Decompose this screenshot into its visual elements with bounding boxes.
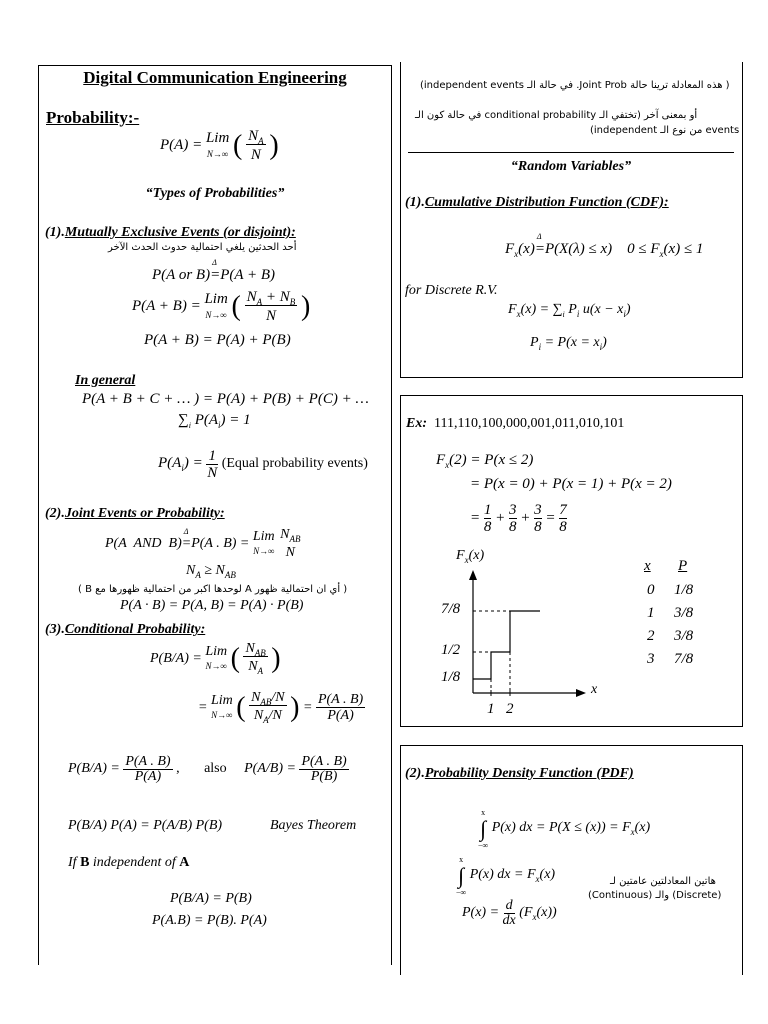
types-heading: “Types of Probabilities” <box>145 186 285 201</box>
section-divider <box>408 152 734 153</box>
equation-conditional-limit: P(B/A) = Lim N→∞ ( $N_{AB}$ $N_A$ ) <box>150 641 281 676</box>
cdf-step-line <box>473 611 540 679</box>
discrete-rv-label: for Discrete R.V. <box>405 283 498 298</box>
equation-equal-probability: $P(A_i) = 1$ N (Equal probability events) <box>158 448 368 481</box>
also-word: also <box>204 761 227 777</box>
equation-joint-product: P(A · B) = P(A, B) = P(A) · P(B) <box>120 598 304 613</box>
pdf-eq-3: P(x) = d dx $(F_x(x))$ <box>462 898 557 929</box>
equation-joint: P(A AND B)= Δ P(A . B) = Lim N→∞ $N_{AB}$ N <box>105 526 301 560</box>
conditional-vanishes-arabic-note-1: أو بمعنى آخر (تختفي الـ conditional probability في حالة كون الـ <box>415 110 698 121</box>
graph-y-axis-arrow <box>469 570 477 580</box>
graph-y-label: $F_x(x)$ <box>456 548 485 565</box>
graph-x-label: x <box>591 682 598 697</box>
equation-discrete-cdf: $F_x(x) = \sum_i$ $P_i$ $u(x - x_i)$ <box>508 302 631 319</box>
equation-sum-equals-one: $\sum_i$ $P(A_i) = 1$ <box>178 412 251 430</box>
table-row-0-x: 0 <box>647 582 655 598</box>
table-row-3-x: 3 <box>647 651 655 667</box>
table-row-3-p: 7/8 <box>674 651 694 667</box>
pdf-label: (2).Probability Density Function (PDF) <box>405 766 634 781</box>
equation-bayes: P(B/A) P(A) = P(A/B) P(B) <box>68 818 223 833</box>
mutually-exclusive-label: (1).Mutually Exclusive Events (or disjoint): <box>45 225 296 240</box>
example-label: Ex: <box>406 416 427 431</box>
equation-probability-definition: P(A) = Lim N→∞ ( $N_A$ N ) <box>160 128 279 163</box>
equation-independent-product: P(A.B) = P(B). P(A) <box>152 913 267 928</box>
graph-y-tick-7-8: 7/8 <box>441 601 461 617</box>
equation-discrete-pi: $P_i = P(x = x_i)$ <box>530 335 607 352</box>
equation-na-ge-nab: $N_A \ge N_{AB}$ <box>186 563 236 580</box>
example-eq-1: $F_x(2) = P(x \le 2)$ <box>436 452 534 470</box>
conditional-probability-label: (3).Conditional Probability: <box>45 622 206 637</box>
equation-conditional-pair: P(B/A) = P(A . B) P(A) , also P(A/B) = P(A . B) P(B) <box>68 754 347 785</box>
random-variables-heading: “Random Variables” <box>510 159 632 174</box>
joint-independent-arabic-note: ( هذه المعادلة ترينا حالة Joint Prob. في حالة الـ independent events) <box>420 80 730 91</box>
graph-y-tick-1-2: 1/2 <box>441 642 461 658</box>
joint-arabic-note: ( أي ان احتمالية ظهور A لوحدها اكبر من احتمالية ظهورها مع B ) <box>78 584 348 595</box>
equation-conditional-ratio: = Lim N→∞ ( $N_{AB}/N$ $N_A/N$ ) = P(A . B) P(A) <box>198 690 364 725</box>
graph-x-tick-label-2: 2 <box>506 701 514 717</box>
example-sequence: 111,110,100,000,001,011,010,101 <box>434 416 625 431</box>
cdf-label: (1).Cumulative Distribution Function (CDF): <box>405 195 669 210</box>
equation-sum-limit: P(A + B) = Lim N→∞ ( $N_A + N_B$ N ) <box>132 289 311 324</box>
bayes-theorem-label: Bayes Theorem <box>270 818 357 833</box>
example-eq-3: = 1 8 + 3 8 + 3 8 = 7 8 <box>470 502 567 535</box>
example-line <box>406 416 624 432</box>
pdf-arabic-note-1: هاتين المعادلتين عامتين لـ <box>610 876 716 887</box>
equal-probability-note: (Equal probability events) <box>221 456 368 472</box>
pdf-eq-2: x ∫ −∞ P(x) dx = $F_x(x)$ <box>456 855 556 898</box>
table-header-p: P <box>678 558 688 574</box>
page-title: Digital Communication Engineering <box>83 68 347 87</box>
graph-y-tick-1-8: 1/8 <box>441 669 461 685</box>
equation-general-sum: P(A + B + C + … ) = P(A) + P(B) + P(C) + … <box>82 391 369 407</box>
conditional-vanishes-arabic-note-2: events من نوع الـ independent) <box>590 125 740 136</box>
table-header-x: x <box>644 558 651 574</box>
table-row-1-x: 1 <box>647 605 655 621</box>
equation-cdf: $F_x(x)=$ Δ P(X(λ) ≤ x) $0 \le F_x(x) \le 1$ <box>505 232 704 259</box>
independence-condition: If B independent of A <box>68 855 190 870</box>
mutually-exclusive-arabic-note: أحد الحدثين يلغي احتمالية حدوث الحدث الآخر <box>108 242 297 253</box>
section-heading-probability: Probability:- <box>46 108 140 127</box>
pdf-arabic-note-2: (Discrete) والـ (Continuous) <box>588 890 722 901</box>
graph-x-axis-arrow <box>576 689 586 697</box>
table-row-2-x: 2 <box>647 628 655 644</box>
table-row-0-p: 1/8 <box>674 582 694 598</box>
example-eq-2: = P(x = 0) + P(x = 1) + P(x = 2) <box>470 476 672 492</box>
table-row-2-p: 3/8 <box>674 628 694 644</box>
pdf-eq-1: x ∫ −∞ P(x) dx = $P(X \le (x)) = F_x(x)$ <box>478 808 651 851</box>
table-row-1-p: 3/8 <box>674 605 694 621</box>
joint-events-label: (2).Joint Events or Probability: <box>45 506 225 521</box>
equation-sum-rule: P(A + B) = P(A) + P(B) <box>144 332 291 348</box>
in-general-label: In general <box>75 373 136 388</box>
graph-x-tick-label-1: 1 <box>487 701 495 717</box>
equation-or: P(A or B)= Δ P(A + B) <box>152 258 276 283</box>
equation-independent-conditional: P(B/A) = P(B) <box>170 891 252 906</box>
